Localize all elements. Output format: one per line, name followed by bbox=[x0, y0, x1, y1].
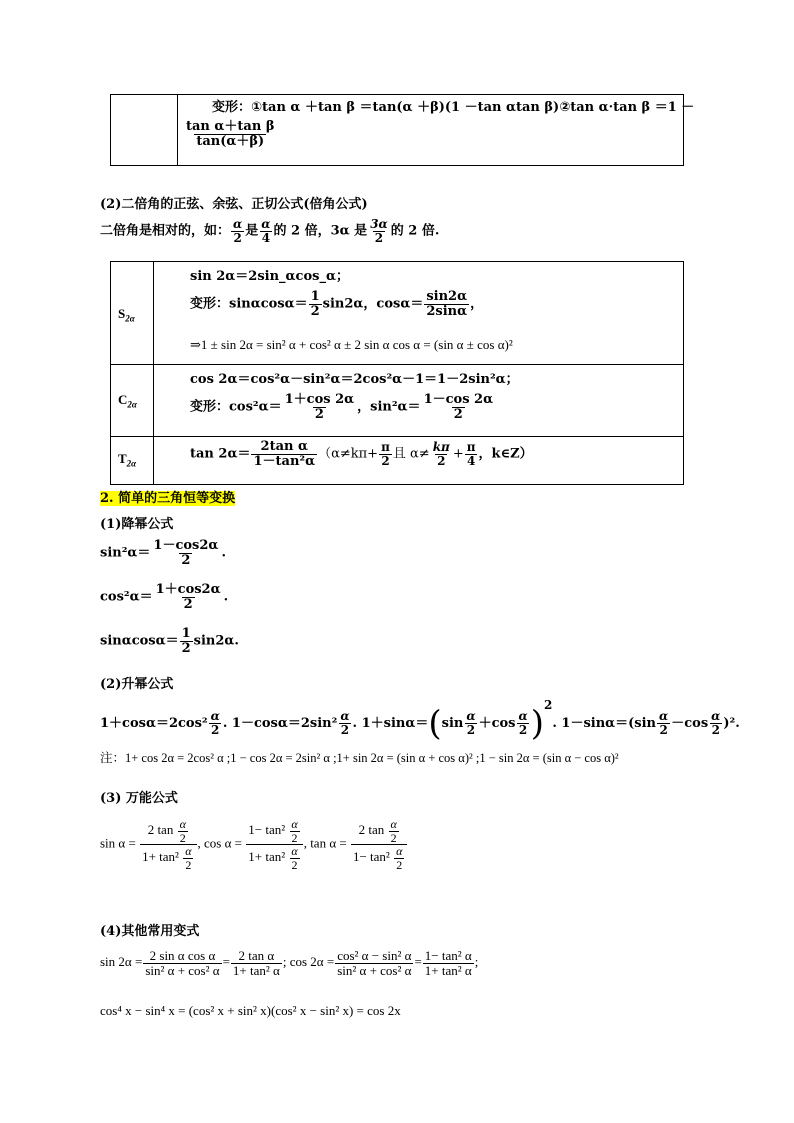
section-title: 2. 简单的三角恒等变换 bbox=[100, 491, 236, 506]
raise-power-formulas: 1＋cosα＝2cos² $\frac{\alpha}{2}$ . 1－cosα＝2sin² $\frac{\alpha}{2}$ . 1＋sinα＝(sin $\frac{\alpha}{2}$ ＋cos $\frac{\alpha}{2}$ )$^2$. 1－sinα＝(sin $\frac{\alpha}{2}$ －cos $\frac{\alpha}{2}$ )². bbox=[100, 698, 740, 744]
table-row-divider bbox=[110, 436, 684, 437]
table-row-divider bbox=[110, 364, 684, 365]
sin-double-formula: sin 2α＝2sin_αcos_α； bbox=[190, 269, 349, 284]
universal-title: (3) 万能公式 bbox=[100, 791, 178, 806]
other-variants-line1: sin 2α = $\frac{\text{2 sin α cos α}}{\text{sin² α + cos² α}}$ = $\frac{\text{2 tan α}}{\text{1+ tan² α}}$ ; cos 2α = $\frac{\text{cos² α − sin² α}}{\text{sin² α + cos² α}}$ = $\frac{\text{1− tan² α}}{\text{1+ tan² α}}$ ; bbox=[100, 948, 479, 978]
circle-one: ① bbox=[251, 99, 263, 114]
tan-double-formula: tan 2α＝ $\frac{\text{2tan α}}{\text{1－tan²α}}$ （α≠kπ+ $\frac{\pi}{2}$ 且 α≠ $\frac{k\pi}{2}$ + $\frac{\pi}{4}$ ，k∈Z） bbox=[190, 439, 533, 469]
other-variants-line2: cos⁴ x − sin⁴ x = (cos² x + sin² x)(cos² x − sin² x) = cos 2x bbox=[100, 1003, 401, 1018]
universal-formulas: sin α = 2 tan $\frac{\alpha}{2}$ 1+ tan² $\frac{\alpha}{2}$ , cos α = 1− tan² $\frac{\alpha}{2}$ 1+ tan² $\frac{\alpha}{2}$ , tan α = 2 tan $\frac{\alpha}{2}$ 1− tan² $\frac{\alpha}{2}$ bbox=[100, 818, 408, 871]
reduce-sin-formula: sin²α＝ $\frac{1-\cos 2\alpha}{2}$ . bbox=[100, 538, 226, 568]
reduce-power-title: (1)降幂公式 bbox=[100, 517, 174, 532]
cos-double-formula: cos 2α＝cos²α－sin²α＝2cos²α－1＝1－2sin²α； bbox=[190, 372, 519, 387]
variant-formula-1: tan α ＋tan β ＝tan(α ＋β)(1 －tan αtan β) bbox=[262, 100, 560, 115]
sin-double-variant: 变形：sinαcosα＝ $\frac{1}{2}$ sin2α，cosα＝ $\frac{\sin 2\alpha}{2\sin\alpha}$ ， bbox=[190, 289, 484, 319]
raise-power-title: (2)升幂公式 bbox=[100, 677, 174, 692]
row-label-t2a: $T_{2\alpha}$ bbox=[118, 451, 137, 469]
row-label-s2a: $S_{2\alpha}$ bbox=[118, 306, 135, 324]
note-formulas: 注：1+ cos 2α = 2cos² α ;1 − cos 2α = 2sin² α ;1+ sin 2α = (sin α + cos α)² ;1 − sin 2α = (sin α − cos α)² bbox=[100, 751, 619, 765]
reduce-sincos-formula: sinαcosα＝ $\frac{1}{2}$ sin2α. bbox=[100, 626, 239, 656]
tan-sum-fraction bbox=[183, 120, 277, 148]
other-variants-title: (4)其他常用变式 bbox=[100, 924, 200, 939]
cos-double-variant: 变形：cos²α＝ $\frac{1+\cos 2\alpha}{2}$ ，sin²α＝ $\frac{1-\cos 2\alpha}{2}$ bbox=[190, 392, 494, 422]
double-angle-title: (2)二倍角的正弦、余弦、正切公式(倍角公式) bbox=[100, 197, 368, 212]
circle-two: ② bbox=[559, 99, 571, 114]
sin-double-implication: ⇒1 ± sin 2α = sin² α + cos² α ± 2 sin α cos α = (sin α ± cos α)² bbox=[190, 337, 513, 352]
table-divider bbox=[177, 94, 178, 166]
table-divider bbox=[153, 261, 154, 485]
tan-sum-variant bbox=[212, 96, 694, 115]
fraction-denominator: tan(α＋β) bbox=[196, 133, 265, 149]
fraction-numerator: tan α＋tan β bbox=[186, 119, 275, 134]
reduce-cos-formula: cos²α＝ $\frac{1+\cos 2\alpha}{2}$ . bbox=[100, 582, 229, 612]
variant-formula-2: tan α·tan β ＝1 － bbox=[570, 100, 695, 115]
double-angle-relative: 二倍角是相对的，如： $\frac{\alpha}{2}$ 是 $\frac{\alpha}{4}$ 的 2 倍，3α 是 $\frac{3\alpha}{2}$ 的 2 倍. bbox=[100, 217, 440, 245]
variant-prefix: 变形： bbox=[212, 100, 252, 115]
row-label-c2a: $C_{2\alpha}$ bbox=[118, 392, 137, 410]
